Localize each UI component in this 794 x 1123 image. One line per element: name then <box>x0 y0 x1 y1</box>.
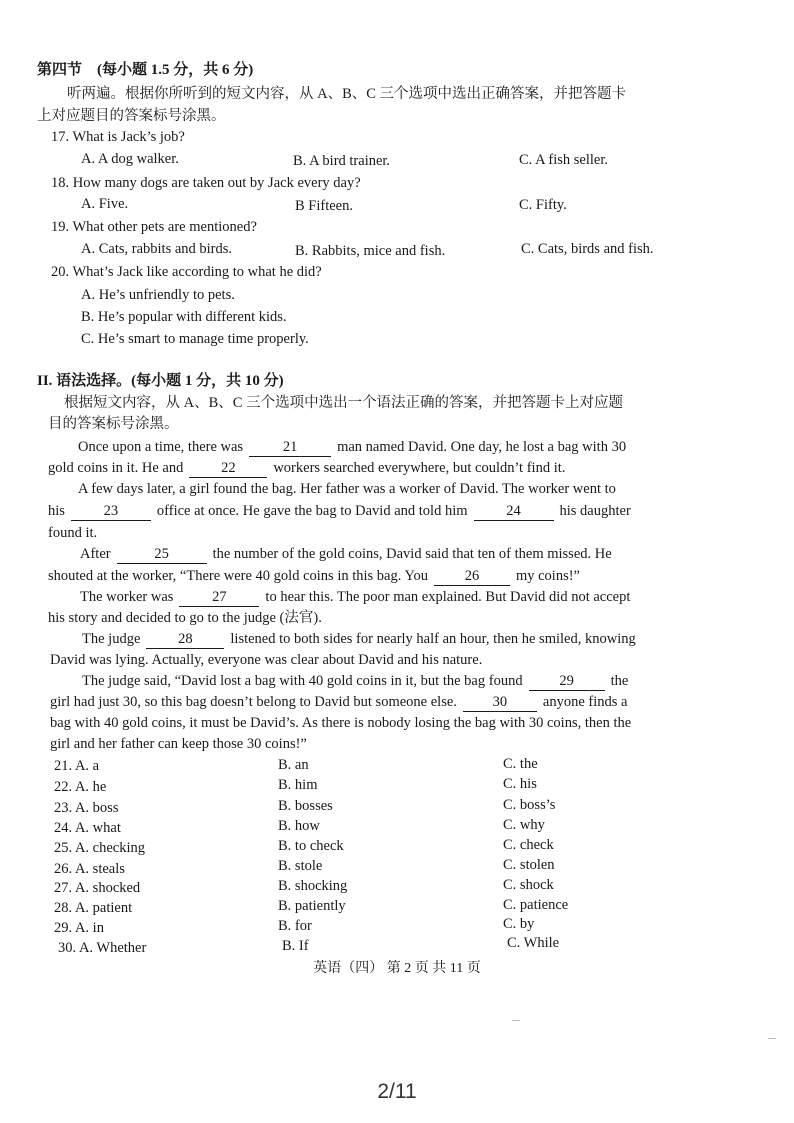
blank-26: 26 <box>434 568 510 586</box>
passage-text: bag with 40 gold coins, it must be David’s. As there is nobody losing the bag with 30 coins, then the <box>50 715 632 731</box>
passage-text: my coins!” <box>515 568 580 584</box>
option-28-c: C. patience <box>503 897 569 913</box>
passage-text: girl and her father can keep those 30 coins!” <box>50 736 307 752</box>
passage-text: workers searched everywhere, but couldn’t find it. <box>273 460 566 476</box>
passage-text: David was lying. Actually, everyone was clear about David and his nature. <box>50 652 483 668</box>
option-30-a: 30. A. Whether <box>58 940 147 956</box>
blank-24: 24 <box>474 503 554 521</box>
passage-line <box>48 566 580 586</box>
section2-heading: II. 语法选择。(每小题 1 分，共 10 分) <box>37 373 284 389</box>
option-28-b: B. patiently <box>278 898 346 914</box>
option-25-a: 25. A. checking <box>54 840 146 856</box>
passage-text: The worker was <box>80 589 174 605</box>
option-25-b: B. to check <box>278 838 344 854</box>
blank-28: 28 <box>146 631 224 649</box>
passage-line <box>80 587 630 607</box>
blank-25: 25 <box>117 546 207 564</box>
passage-text: shouted at the worker, “There were 40 gold coins in this bag. You <box>48 568 428 584</box>
option-26-b: B. stole <box>278 858 323 874</box>
option-21-b: B. an <box>278 757 309 773</box>
blank-30: 30 <box>463 694 537 712</box>
option-23-a: 23. A. boss <box>54 800 119 816</box>
passage-line <box>50 650 482 670</box>
question-17-option-b: B. A bird trainer. <box>293 153 391 169</box>
section4-instruction: 听两遍。根据你所听到的短文内容，从 A、B、C 三个选项中选出正确答案，并把答题卡 <box>67 86 627 102</box>
option-29-a: 29. A. in <box>54 920 104 936</box>
option-24-b: B. how <box>278 818 320 834</box>
question-17-option-c: C. A fish seller. <box>519 152 609 168</box>
passage-line <box>48 501 631 521</box>
option-29-b: B. for <box>278 918 312 934</box>
passage-text: The judge <box>82 631 141 647</box>
question-19-stem: 19. What other pets are mentioned? <box>51 219 257 235</box>
passage-text: After <box>80 546 111 562</box>
blank-22: 22 <box>189 460 267 478</box>
option-27-a: 27. A. shocked <box>54 880 141 896</box>
question-18-option-c: C. Fifty. <box>519 197 567 213</box>
passage-text: the number of the gold coins, David said that ten of them missed. He <box>212 546 612 562</box>
passage-text: office at once. He gave the bag to David and told him <box>156 503 468 519</box>
option-23-b: B. bosses <box>278 798 333 814</box>
option-22-a: 22. A. he <box>54 779 107 795</box>
passage-line <box>82 629 636 649</box>
question-17-stem: 17. What is Jack’s job? <box>51 129 185 145</box>
passage-line <box>78 479 616 499</box>
question-20-option-b: B. He’s popular with different kids. <box>81 309 287 325</box>
question-18-option-a: A. Five. <box>81 196 129 212</box>
option-23-c: C. boss’s <box>503 797 556 813</box>
option-26-c: C. stolen <box>503 857 555 873</box>
passage-line <box>50 692 627 712</box>
passage-line <box>78 437 626 457</box>
scan-mark <box>512 1020 520 1021</box>
blank-27: 27 <box>179 589 259 607</box>
passage-text: his <box>48 503 65 519</box>
passage-text: A few days later, a girl found the bag. Her father was a worker of David. The worker went to <box>78 481 616 497</box>
passage-text: his story and decided to go to the judge (法官). <box>48 610 322 626</box>
question-19-option-c: C. Cats, birds and fish. <box>521 241 654 257</box>
question-17-option-a: A. A dog walker. <box>81 151 179 167</box>
option-30-b: B. If <box>282 938 309 954</box>
option-27-c: C. shock <box>503 877 554 893</box>
passage-text: Once upon a time, there was <box>78 439 244 455</box>
question-20-option-a: A. He’s unfriendly to pets. <box>81 287 235 303</box>
option-26-a: 26. A. steals <box>54 861 125 877</box>
question-19-option-a: A. Cats, rabbits and birds. <box>81 241 233 257</box>
passage-text: found it. <box>48 525 98 541</box>
passage-text: anyone finds a <box>542 694 628 710</box>
question-20-stem: 20. What’s Jack like according to what he did? <box>51 264 322 280</box>
passage-text: girl had just 30, so this bag doesn’t belong to David but someone else. <box>50 694 457 710</box>
passage-line <box>48 458 565 478</box>
passage-text: gold coins in it. He and <box>48 460 184 476</box>
passage-line <box>48 608 322 628</box>
question-18-option-b: B Fifteen. <box>295 198 353 214</box>
option-22-b: B. him <box>278 777 318 793</box>
option-29-c: C. by <box>503 916 535 932</box>
option-21-c: C. the <box>503 756 538 772</box>
blank-23: 23 <box>71 503 151 521</box>
passage-text: man named David. One day, he lost a bag with 30 <box>337 439 627 455</box>
page-footer: 英语（四） 第 2 页 共 11 页 <box>313 961 481 976</box>
passage-line <box>80 544 612 564</box>
section2-instruction: 根据短文内容，从 A、B、C 三个选项中选出一个语法正确的答案，并把答题卡上对应题 <box>64 395 624 411</box>
passage-text: to hear this. The poor man explained. But David did not accept <box>265 589 631 605</box>
passage-text: listened to both sides for nearly half an hour, then he smiled, knowing <box>230 631 636 647</box>
option-30-c: C. While <box>507 935 560 951</box>
section4-instruction-cont: 上对应题目的答案标号涂黑。 <box>37 108 226 124</box>
option-27-b: B. shocking <box>278 878 348 894</box>
passage-line <box>48 523 97 543</box>
section2-instruction-cont: 目的答案标号涂黑。 <box>48 416 179 432</box>
passage-line <box>50 734 307 754</box>
option-22-c: C. his <box>503 776 537 792</box>
option-25-c: C. check <box>503 837 554 853</box>
passage-line <box>50 713 631 733</box>
question-19-option-b: B. Rabbits, mice and fish. <box>295 243 446 259</box>
blank-21: 21 <box>249 439 331 457</box>
option-24-c: C. why <box>503 817 545 833</box>
passage-text: The judge said, “David lost a bag with 40 gold coins in it, but the bag found <box>82 673 523 689</box>
blank-29: 29 <box>529 673 605 691</box>
question-18-stem: 18. How many dogs are taken out by Jack every day? <box>51 175 361 191</box>
page-indicator: 2/11 <box>377 1080 417 1103</box>
option-28-a: 28. A. patient <box>54 900 133 916</box>
passage-text: the <box>610 673 629 689</box>
section4-heading: 第四节 (每小题 1.5 分，共 6 分) <box>37 62 254 78</box>
question-20-option-c: C. He’s smart to manage time properly. <box>81 331 309 347</box>
passage-text: his daughter <box>559 503 631 519</box>
option-21-a: 21. A. a <box>54 758 100 774</box>
scan-mark <box>768 1038 776 1039</box>
option-24-a: 24. A. what <box>54 820 121 836</box>
passage-line <box>82 671 628 691</box>
